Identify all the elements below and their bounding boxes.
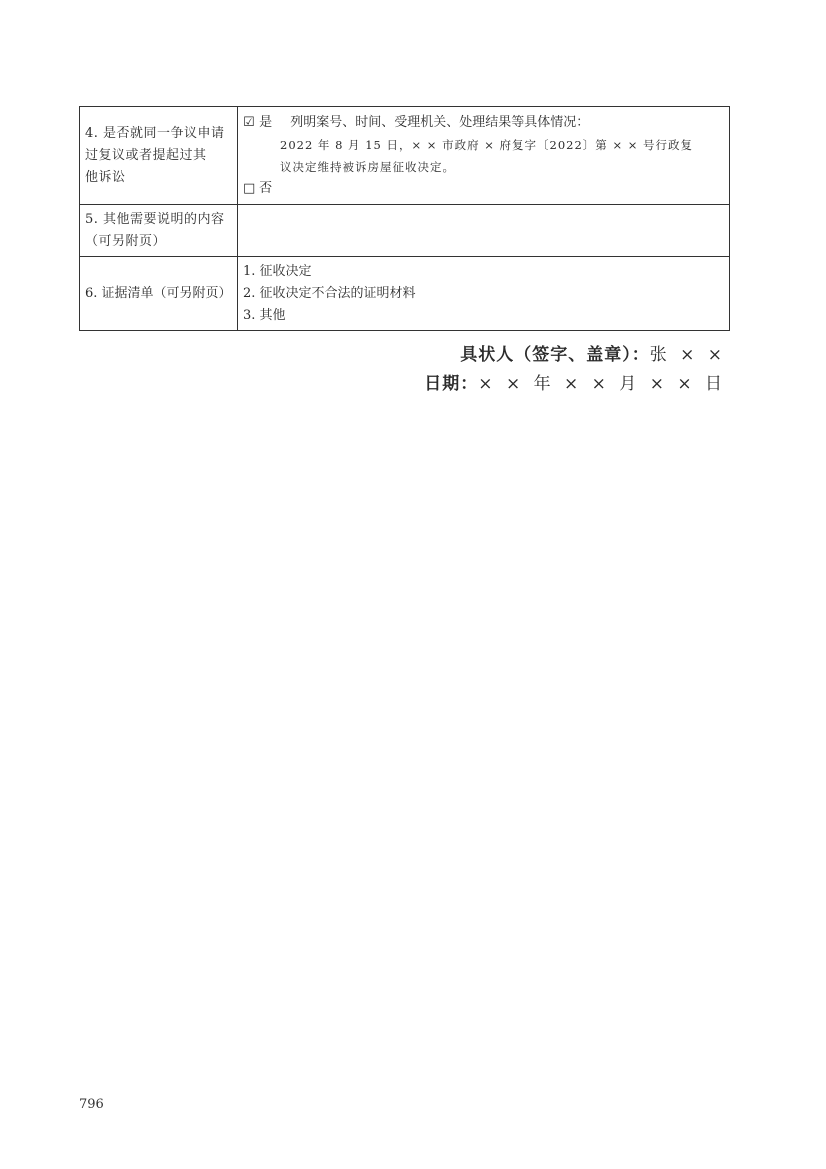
label-line: 过复议或者提起过其 xyxy=(85,147,207,163)
table-row-other-notes xyxy=(80,205,730,257)
prior-proceedings-content xyxy=(238,107,730,205)
case-detail-line: 议决定维持被诉房屋征收决定。 xyxy=(280,159,455,174)
evidence-list-label: 6. 证据清单（可另附页） xyxy=(80,257,238,331)
table-row-evidence-list xyxy=(80,257,730,331)
unchecked-box-icon[interactable]: □ xyxy=(243,180,256,196)
label-line: 他诉讼 xyxy=(85,169,126,185)
label-line: （可另附页） xyxy=(85,233,167,249)
checked-box-icon[interactable]: ☑ xyxy=(243,114,255,130)
no-label: 否 xyxy=(259,180,273,196)
no-option xyxy=(243,178,724,200)
signer-label: 具状人（签字、盖章）： xyxy=(460,345,650,365)
label-line: 5. 其他需要说明的内容 xyxy=(85,211,225,227)
yes-label: 是 xyxy=(259,114,273,130)
case-detail-line: 2022 年 8 月 15 日，× × 市政府 × 府复字〔2022〕第 × × 号行政复 xyxy=(280,137,694,152)
complaint-form-table xyxy=(79,106,730,331)
date-line xyxy=(424,369,726,394)
page-number: 796 xyxy=(79,1097,104,1112)
date-label: 日期： xyxy=(424,374,479,394)
other-notes-content xyxy=(238,205,730,257)
evidence-item: 3. 其他 xyxy=(243,307,286,323)
other-notes-label xyxy=(80,205,238,257)
label-line: 4. 是否就同一争议申请 xyxy=(85,125,225,141)
evidence-item: 2. 征收决定不合法的证明材料 xyxy=(243,285,416,301)
yes-prompt: 列明案号、时间、受理机关、处理结果等具体情况： xyxy=(290,114,590,130)
evidence-list-content xyxy=(238,257,730,331)
table-row-prior-proceedings xyxy=(80,107,730,205)
prior-proceedings-label xyxy=(80,107,238,205)
signer-name: 张 × × xyxy=(649,345,726,365)
date-value: × × 年 × × 月 × × 日 xyxy=(478,374,726,394)
evidence-item: 1. 征收决定 xyxy=(243,263,312,279)
yes-option xyxy=(243,112,724,134)
signer-line xyxy=(460,340,726,365)
